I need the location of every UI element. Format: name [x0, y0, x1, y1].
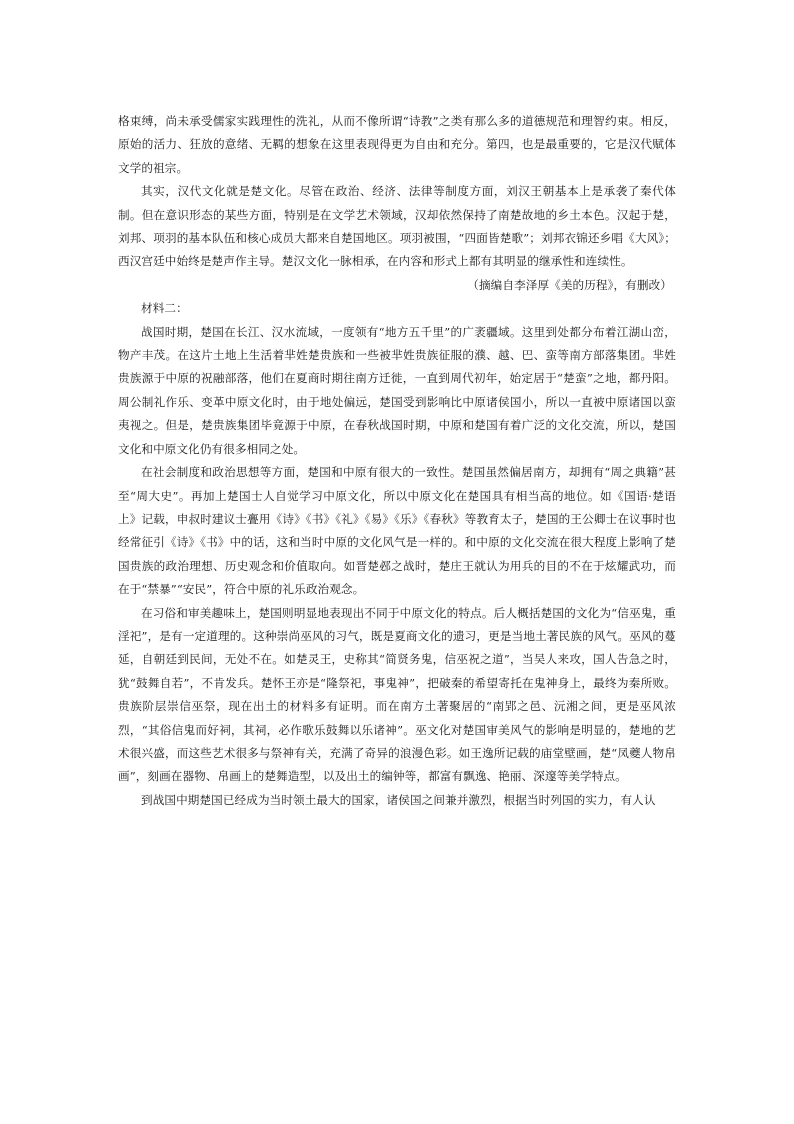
paragraph-warring-states: 战国时期，楚国在长江、汉水流域，一度领有“地方五千里”的广袤疆域。这里到处都分布着江湖山峦，物产丰茂。在这片土地上生活着芈姓楚贵族和一些被芈姓贵族征服的濮、越、巴、蛮等南方部落集团。芈姓贵族源于中原的祝融部落，他们在夏商时期往南方迁徙，一直到周代初年，始定居于“楚蛮”之地，都丹阳。周公制礼作乐、变革中原文化时，由于地处偏远，楚国受到影响比中原诸侯国小，所以一直被中原诸国以蛮夷视之。但是，楚贵族集团毕竟源于中原，在春秋战国时期，中原和楚国有着广泛的文化交流，所以，楚国文化和中原文化仍有很多相同之处。: [118, 324, 676, 456]
material-two-label: 材料二：: [141, 301, 188, 316]
paragraph-customs-aesthetics: 在习俗和审美趣味上，楚国则明显地表现出不同于中原文化的特点。后人概括楚国的文化为“信巫鬼，重淫祀”，是有一定道理的。这种崇尚巫风的习气，既是夏商文化的遗习，更是当地土著民族的风气。巫风的蔓延，自朝廷到民间，无处不在。如楚灵王，史称其“简贤务鬼，信巫祝之道”，当吴人来攻，国人告急之时，犹“鼓舞自若”，不肯发兵。楚怀王亦是“隆祭祀，事鬼神”，把破秦的希望寄托在鬼神身上，最终为秦所败。贵族阶层崇信巫祭，现在出土的材料多有证明。而在南方土著聚居的“南郢之邑、沅湘之间，更是巫风浓烈，“其俗信鬼而好祠，其祠，必作歌乐鼓舞以乐诸神”。巫文化对楚国审美风气的影响是明显的，楚地的艺术很兴盛，而这些艺术很多与祭神有关，充满了奇异的浪漫色彩。如王逸所记载的庙堂壁画，楚“凤夔人物帛画”，刻画在器物、帛画上的楚舞造型，以及出土的编钟等，都富有飘逸、艳丽、深邃等美学特点。: [118, 605, 676, 784]
document-body: [118, 110, 676, 812]
paragraph-han-culture: 其实，汉代文化就是楚文化。尽管在政治、经济、法律等制度方面，刘汉王朝基本上是承袭了秦代体制。但在意识形态的某些方面，特别是在文学艺术领域，汉却依然保持了南楚故地的乡土本色。汉起于楚，刘邦、项羽的基本队伍和核心成员大都来自楚国地区。项羽被围，“四面皆楚歌”；刘邦衣锦还乡唱《大风》；西汉宫廷中始终是楚声作主导。楚汉文化一脉相承，在内容和形式上都有其明显的继承性和连续性。: [118, 184, 676, 269]
paragraph-continuation: 格束缚，尚未承受儒家实践理性的洗礼，从而不像所谓“诗教”之类有那么多的道德规范和理智约束。相反，原始的活力、狂放的意绪、无羁的想象在这里表现得更为自由和充分。第四，也是最重要的，它是汉代赋体文学的祖宗。: [118, 114, 676, 175]
paragraph-mid-warring-states: 到战国中期楚国已经成为当时领土最大的国家，诸侯国之间兼并激烈，根据当时列国的实力，有人认: [141, 792, 656, 807]
paragraph-social-system: 在社会制度和政治思想等方面，楚国和中原有很大的一致性。楚国虽然偏居南方，却拥有“周之典籍”甚至“周大史”。再加上楚国士人自觉学习中原文化，所以中原文化在楚国具有相当高的地位。如《国语·楚语上》记载，申叔时建议士亹用《诗》《书》《礼》《易》《乐》《春秋》等教育太子，楚国的王公卿士在议事时也经常征引《诗》《书》中的话，这和当时中原的文化风气是一样的。和中原的文化交流在很大程度上影响了楚国贵族的政治理想、历史观念和价值取向。如晋楚邲之战时，楚庄王就认为用兵的目的不在于炫耀武功，而在于“禁暴”“安民”，符合中原的礼乐政治观念。: [118, 465, 676, 597]
source-citation: （摘编自李泽厚《美的历程》，有删改）: [467, 277, 672, 292]
